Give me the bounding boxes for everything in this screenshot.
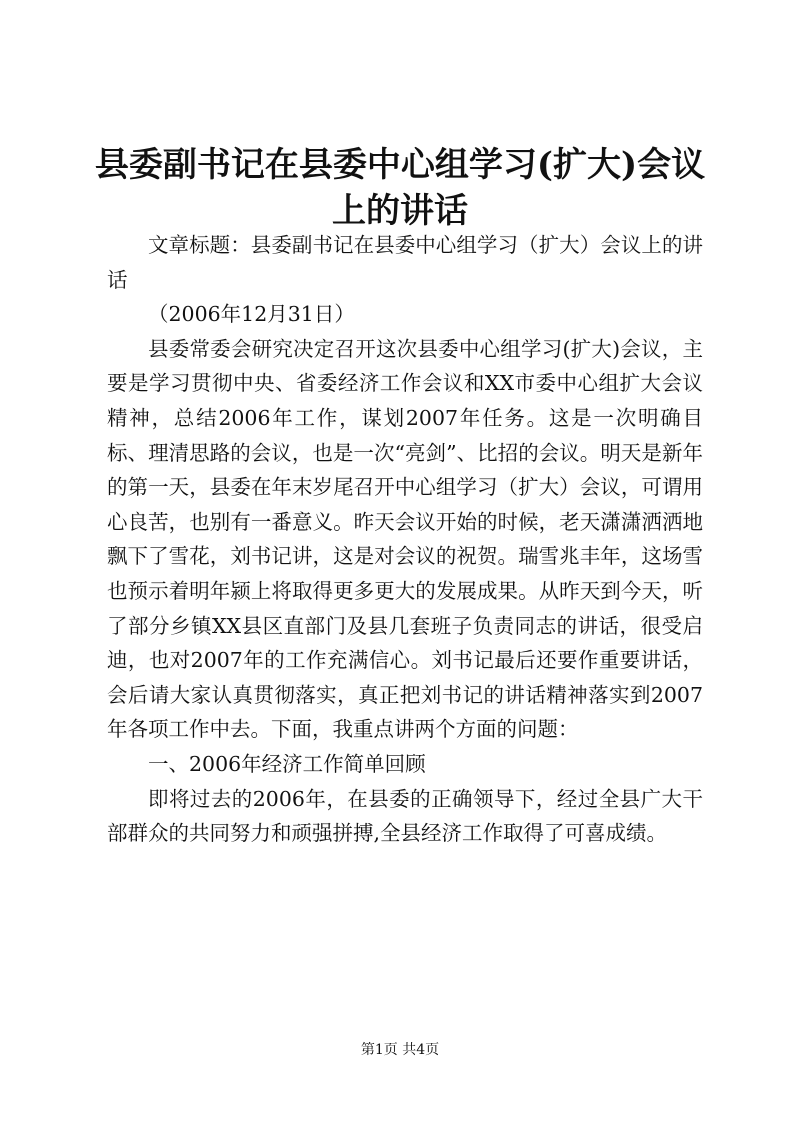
paragraph-date: （2006年12月31日） (148, 302, 355, 327)
paragraph-review: 即将过去的2006年，在县委的正确领导下，经过全县广大干部群众的共同努力和顽强拼搏,全县经济工作取得了可喜成绩。 (107, 786, 703, 846)
document-body (107, 228, 703, 851)
section-heading: 一、2006年经济工作简单回顾 (148, 751, 426, 776)
paragraph-intro: 县委常委会研究决定召开这次县委中心组学习(扩大)会议，主要是学习贯彻中央、省委经济工作会议和XX市委中心组扩大会议精神，总结2006年工作，谋划2007年任务。这是一次明确目标、理清思路的会议，也是一次“亮剑”、比招的会议。明天是新年的第一天，县委在年末岁尾召开中心组学习（扩大）会议，可谓用心良苦，也别有一番意义。昨天会议开始的时候，老天潇潇洒洒地飘下了雪花，刘书记讲，这是对会议的祝贺。瑞雪兆丰年，这场雪也预示着明年颍上将取得更多更大的发展成果。从昨天到今天，听了部分乡镇XX县区直部门及县几套班子负责同志的讲话，很受启迪，也对2007年的工作充满信心。刘书记最后还要作重要讲话，会后请大家认真贯彻落实，真正把刘书记的讲话精神落实到2007年各项工作中去。下面，我重点讲两个方面的问题： (107, 336, 703, 742)
document-title: 县委副书记在县委中心组学习(扩大)会议上的讲话 (94, 145, 706, 231)
page-footer: 第1页 共4页 (360, 1042, 440, 1058)
paragraph-article-title: 文章标题：县委副书记在县委中心组学习（扩大）会议上的讲话 (107, 233, 703, 292)
